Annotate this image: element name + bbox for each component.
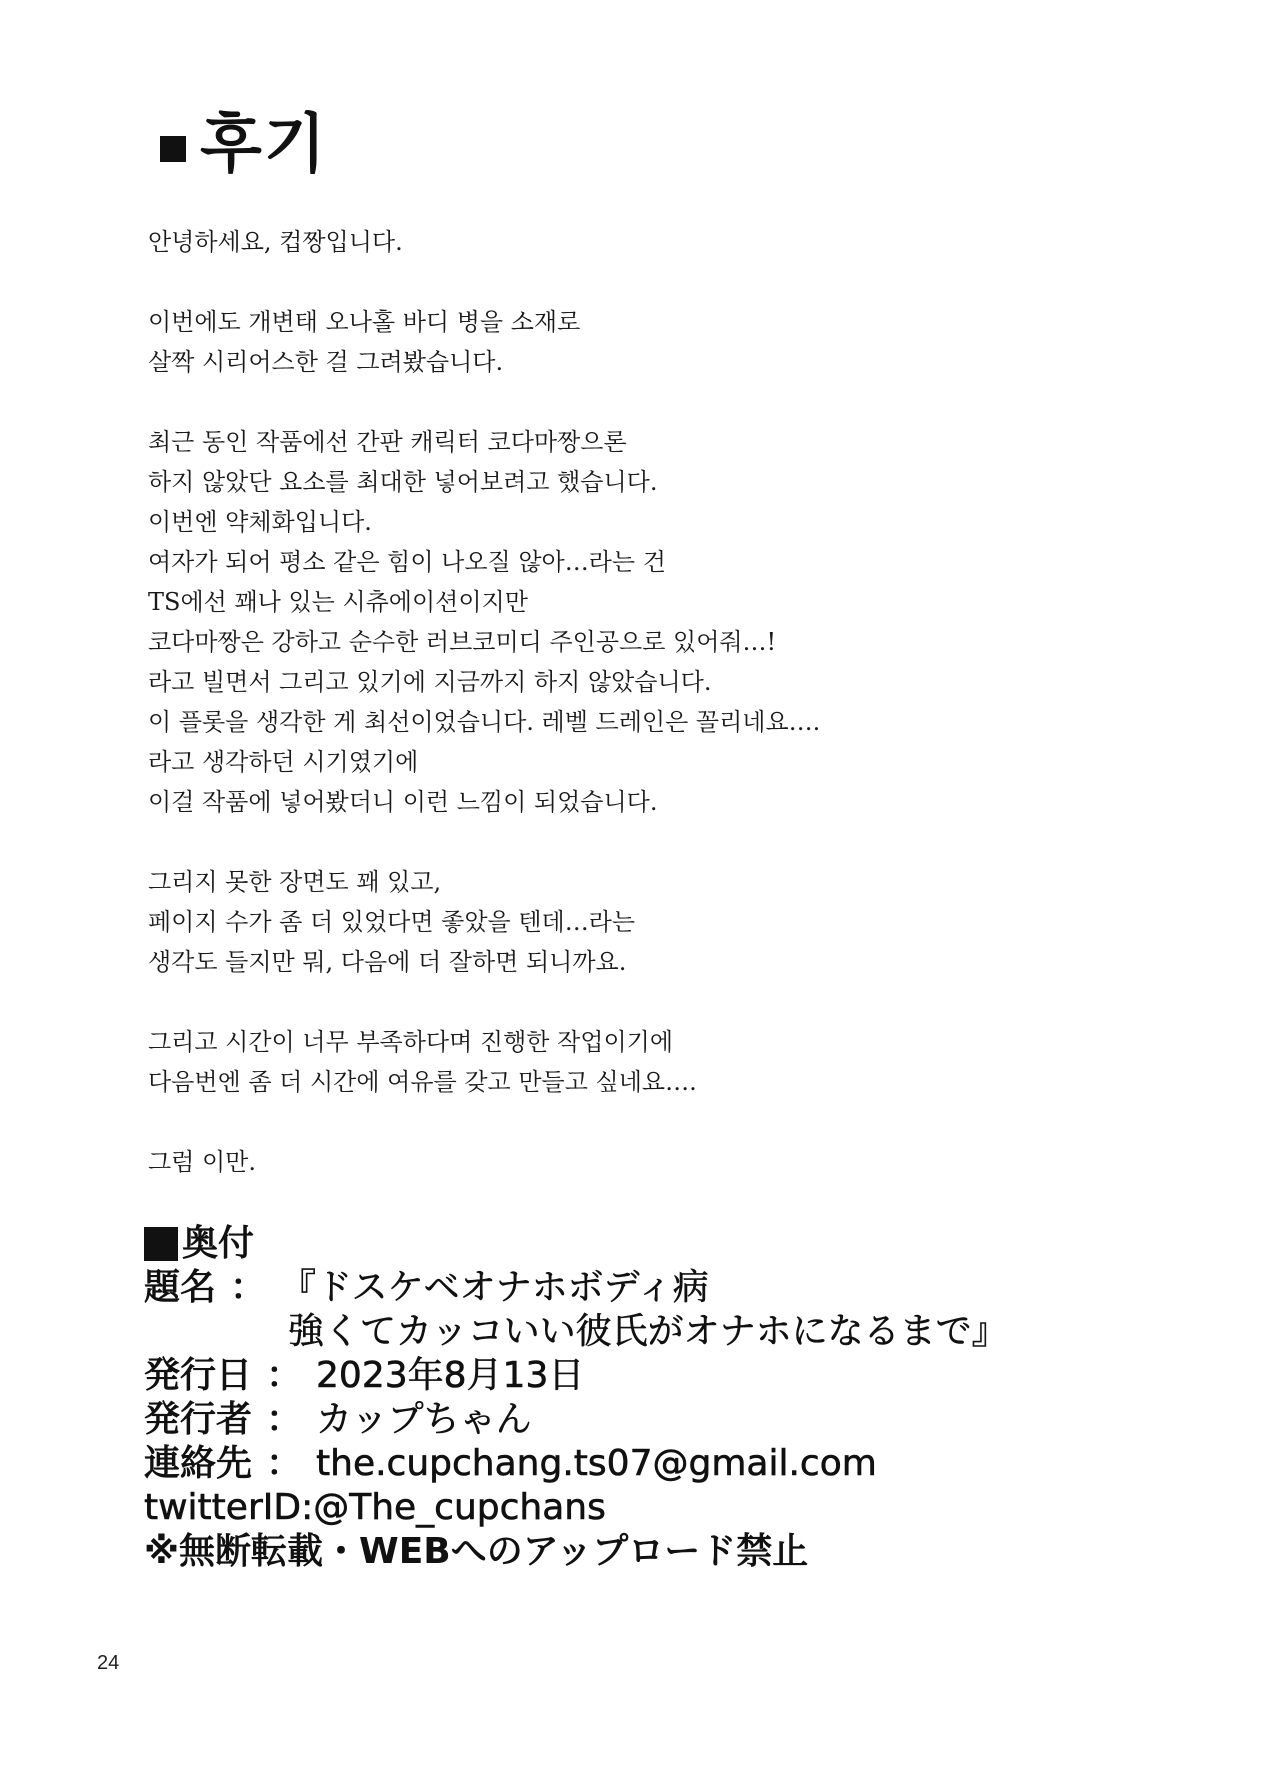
contact-email: the.cupchang.ts07@gmail.com (316, 1443, 877, 1484)
colophon-contact-row (144, 1442, 1244, 1486)
afterword-line: 그리지 못한 장면도 꽤 있고, (148, 868, 442, 896)
colophon (144, 1222, 1244, 1574)
afterword-line: 라고 빌면서 그리고 있기에 지금까지 하지 않았습니다. (148, 668, 712, 696)
afterword-line: 그리고 시간이 너무 부족하다며 진행한 작업이기에 (148, 1028, 674, 1056)
afterword-line: 코다마짱은 강하고 순수한 러브코미디 주인공으로 있어줘…! (148, 628, 777, 656)
afterword-line: 이걸 작품에 넣어봤더니 이런 느낌이 되었습니다. (148, 788, 658, 816)
colophon-title-row (144, 1266, 1244, 1310)
date-value: 2023年8月13日 (316, 1355, 585, 1396)
colophon-title-row-2 (144, 1310, 1244, 1354)
afterword-line: 이 플롯을 생각한 게 최선이었습니다. 레벨 드레인은 꼴리네요…. (148, 708, 821, 736)
colophon-twitter-row (144, 1486, 1244, 1530)
separator: ： (230, 1267, 267, 1308)
contact-label: 連絡先 (144, 1443, 253, 1484)
square-bullet-icon (144, 1227, 178, 1261)
afterword-line: 라고 생각하던 시기였기에 (148, 748, 419, 776)
paragraph-gap (148, 262, 1148, 302)
separator: ： (266, 1443, 303, 1484)
afterword-line: TS에선 꽤나 있는 시츄에이션이지만 (148, 588, 528, 616)
paragraph-gap (148, 382, 1148, 422)
colophon-heading-text: 奥付 (182, 1223, 255, 1264)
colophon-heading (144, 1222, 1244, 1266)
publisher-label: 発行者 (144, 1399, 253, 1440)
afterword-line: 안녕하세요, 컵짱입니다. (148, 228, 403, 256)
separator: ： (266, 1355, 303, 1396)
date-label: 発行日 (144, 1355, 253, 1396)
afterword-line: 여자가 되어 평소 같은 힘이 나오질 않아…라는 건 (148, 548, 666, 576)
afterword-line: 다음번엔 좀 더 시간에 여유를 갖고 만들고 싶네요…. (148, 1068, 697, 1096)
afterword-heading (160, 105, 328, 185)
afterword-line: 이번엔 약체화입니다. (148, 508, 372, 536)
title-line-2: 強くてカッコいい彼氏がオナホになるまで』 (288, 1311, 1008, 1352)
afterword-heading-text: 후기 (200, 107, 328, 182)
paragraph-gap (148, 822, 1148, 862)
afterword-line: 이번에도 개변태 오나홀 바디 병을 소재로 (148, 308, 581, 336)
afterword-line: 최근 동인 작품에선 간판 캐릭터 코다마짱으론 (148, 428, 627, 456)
afterword-line: 페이지 수가 좀 더 있었다면 좋았을 텐데…라는 (148, 908, 636, 936)
separator: ： (266, 1399, 303, 1440)
afterword-line: 생각도 들지만 뭐, 다음에 더 잘하면 되니까요. (148, 948, 627, 976)
afterword-body (148, 222, 1148, 1182)
colophon-publisher-row (144, 1398, 1244, 1442)
afterword-line: 살짝 시리어스한 걸 그려봤습니다. (148, 348, 504, 376)
reprint-notice: ※無断転載・WEBへのアップロード禁止 (144, 1531, 809, 1572)
colophon-notice-row (144, 1530, 1244, 1574)
twitter-id: twitterID:@The_cupchans (144, 1487, 606, 1528)
colophon-date-row (144, 1354, 1244, 1398)
paragraph-gap (148, 982, 1148, 1022)
afterword-line: 하지 않았단 요소를 최대한 넣어보려고 했습니다. (148, 468, 658, 496)
page-number: 24 (97, 1652, 120, 1674)
square-bullet-icon (160, 136, 186, 162)
afterword-line: 그럼 이만. (148, 1148, 256, 1176)
paragraph-gap (148, 1102, 1148, 1142)
publisher-value: カップちゃん (316, 1399, 532, 1440)
title-line-1: 『ドスケベオナホボディ病 (280, 1267, 709, 1308)
title-label: 題名 (144, 1267, 217, 1308)
